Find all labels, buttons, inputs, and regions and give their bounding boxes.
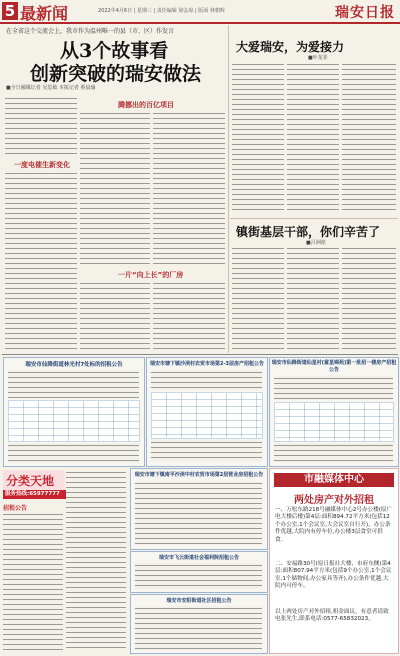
lead-title-line1: 从3个故事看: [60, 40, 169, 62]
classified-hotline: 服务热线:65977777: [3, 490, 97, 499]
article-divider: [230, 218, 398, 219]
lead-subhead-1: 一度电催生新变化: [14, 161, 70, 169]
classified-item-label: 招租公告: [3, 505, 28, 512]
lead-body-col3: [153, 111, 225, 266]
lead-body-col1: [5, 96, 77, 156]
media-title-line2: 两处房产对外招租: [294, 495, 374, 506]
article3-col3: [342, 246, 396, 349]
notice-box-1: [3, 357, 145, 467]
media-paragraph-2: 二、安福路30号(原日报社大楼，市府东侧)第4层:面积807.94平方米(包括9个办公室,1个会议室,1个储物间,办公家具等齐),办公条件优越,大院内可停车。: [275, 561, 392, 590]
article3-byline: ■吕洲铭: [306, 240, 326, 246]
lead-body-col3b: [153, 281, 225, 349]
lead-body-col1b: [5, 171, 77, 349]
column-divider: [228, 25, 229, 353]
section-title: 最新闻: [20, 4, 69, 23]
notice-box-2: [146, 357, 268, 467]
newspaper-logo: 瑞安日报: [335, 5, 395, 21]
notice-box-6: [130, 551, 268, 593]
notice-title-4: 瑞安市塘下镇南平沙渎中村农贸市场第2层营业房招租公告: [134, 472, 264, 478]
issue-meta: 2022年4月6日 | 星期三 | 责任编辑 梁弘琼 | 版面 林朝辉: [98, 8, 225, 14]
article3-col1: [232, 246, 284, 349]
notice-title-7: 瑞安市安阳街道社区招租公告: [166, 598, 232, 604]
notice-box-4: [130, 468, 268, 550]
notice-title-2: 瑞安市塘下镇沙渎村农贸市场第2-3层房产招租公告: [149, 361, 265, 367]
notice-table-3: [274, 402, 394, 442]
page-header: [0, 0, 400, 24]
lead-subhead-3: 一片“向上长”的厂房: [118, 271, 184, 279]
notice-box-7: [130, 594, 268, 654]
article2-col3: [342, 62, 396, 212]
notice-title-1: 瑞安市仙降街道林光村7处标的招租公告: [25, 362, 123, 368]
lead-kicker: 在全省这个交流会上，我市作为温州唯一的县（市、区）作发言: [6, 28, 175, 35]
page-number: 5: [2, 2, 18, 20]
lead-title-line2: 创新突破的瑞安做法: [30, 63, 202, 85]
classified-col1: [3, 512, 63, 652]
media-title-line1: 市融媒体中心: [274, 473, 394, 487]
article3-title: 镇街基层干部，你们辛苦了: [236, 225, 381, 239]
classified-header: [3, 470, 65, 490]
lead-body-col2: [80, 111, 150, 266]
classified-title: 分类天地: [6, 474, 55, 488]
article2-title: 大爱瑞安，为爱接力: [236, 40, 345, 54]
notice-title-3: 瑞安市仙降街道仙星村(富星锦苑)第一批招一楼房产招租公告: [271, 360, 397, 373]
media-paragraph-1: 一、万松东路218号融媒体中心2号办公楼(原广电大楼后楼)第4层:面积894.72平方米(包括12个办公室,1个会议室,大会议室自行开)，办公条件优越,大院内有停车位,办公楼3层食堂可供食。: [275, 507, 393, 543]
classified-col2: [66, 470, 126, 652]
lead-subhead-2: 腾挪出的百亿项目: [118, 101, 174, 109]
notice-box-3: [269, 357, 399, 467]
lead-byline: ■全日融媒记者 吴思敏 本报记者 蔡晨瑜: [6, 85, 96, 91]
notice-title-6: 瑞安市飞云街道社会福利院招租公告: [158, 555, 239, 561]
lead-body-col2b: [80, 281, 150, 349]
media-paragraph-3: 以上两处房产对外招租,租金面议，有意者请致电张先生,联系电话:0577-65832023。: [275, 609, 389, 623]
notice-table-1: [8, 400, 140, 442]
section-rule: [2, 354, 398, 355]
article2-byline: ■叶龙菲: [308, 55, 328, 61]
article2-col1: [232, 62, 284, 212]
article2-col2: [287, 62, 339, 212]
notice-table-2: [151, 392, 263, 439]
article3-col2: [287, 246, 339, 349]
media-center-ad: [269, 468, 399, 654]
